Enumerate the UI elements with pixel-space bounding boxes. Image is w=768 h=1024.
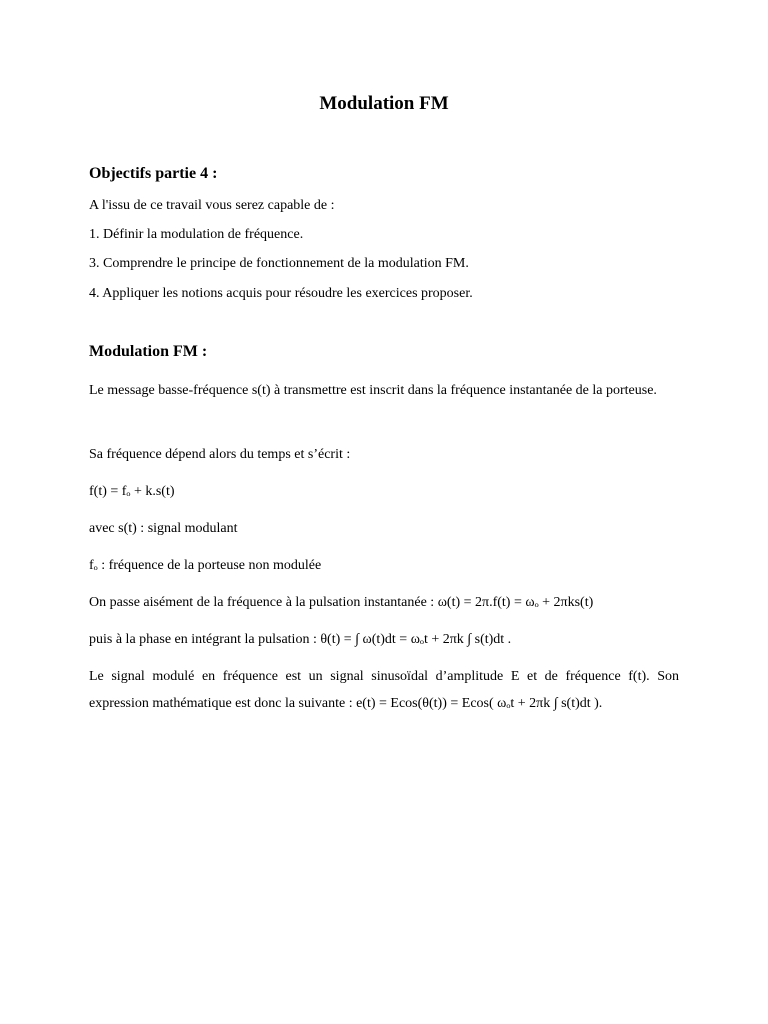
objectives-heading: Objectifs partie 4 : xyxy=(89,165,218,182)
paragraph-message: Le message basse-fréquence s(t) à transmettre est inscrit dans la fréquence instantanée de la porteuse. xyxy=(89,383,657,398)
paragraph-frequency: Sa fréquence dépend alors du temps et s’écrit : xyxy=(89,447,351,462)
paragraph-expression: Le signal modulé en fréquence est un signal sinusoïdal d’amplitude E et de fréquence f(t). Son expression mathématique est donc la suivante : e(t) = Ecos(θ(t)) = Ecos( ωₒt + 2πk ∫ s(t)dt ). xyxy=(89,669,679,711)
paragraph-pulsation: On passe aisément de la fréquence à la pulsation instantanée : ω(t) = 2π.f(t) = ωₒ + 2πks(t) xyxy=(89,595,594,610)
line-carrier-frequency: fₒ : fréquence de la porteuse non modulée xyxy=(89,558,322,573)
modulation-heading: Modulation FM : xyxy=(89,343,208,360)
page-title: Modulation FM xyxy=(319,93,449,114)
paragraph-phase: puis à la phase en intégrant la pulsation : θ(t) = ∫ ω(t)dt = ωₒt + 2πk ∫ s(t)dt . xyxy=(89,632,512,647)
objectives-intro: A l'issu de ce travail vous serez capable de : xyxy=(89,198,335,213)
line-signal-modulant: avec s(t) : signal modulant xyxy=(89,521,238,536)
objective-item-3: 3. Comprendre le principe de fonctionnement de la modulation FM. xyxy=(89,256,469,271)
formula-frequency: f(t) = fₒ + k.s(t) xyxy=(89,484,175,499)
objective-item-1: 1. Définir la modulation de fréquence. xyxy=(89,227,304,242)
objective-item-4: 4. Appliquer les notions acquis pour résoudre les exercices proposer. xyxy=(89,286,473,301)
